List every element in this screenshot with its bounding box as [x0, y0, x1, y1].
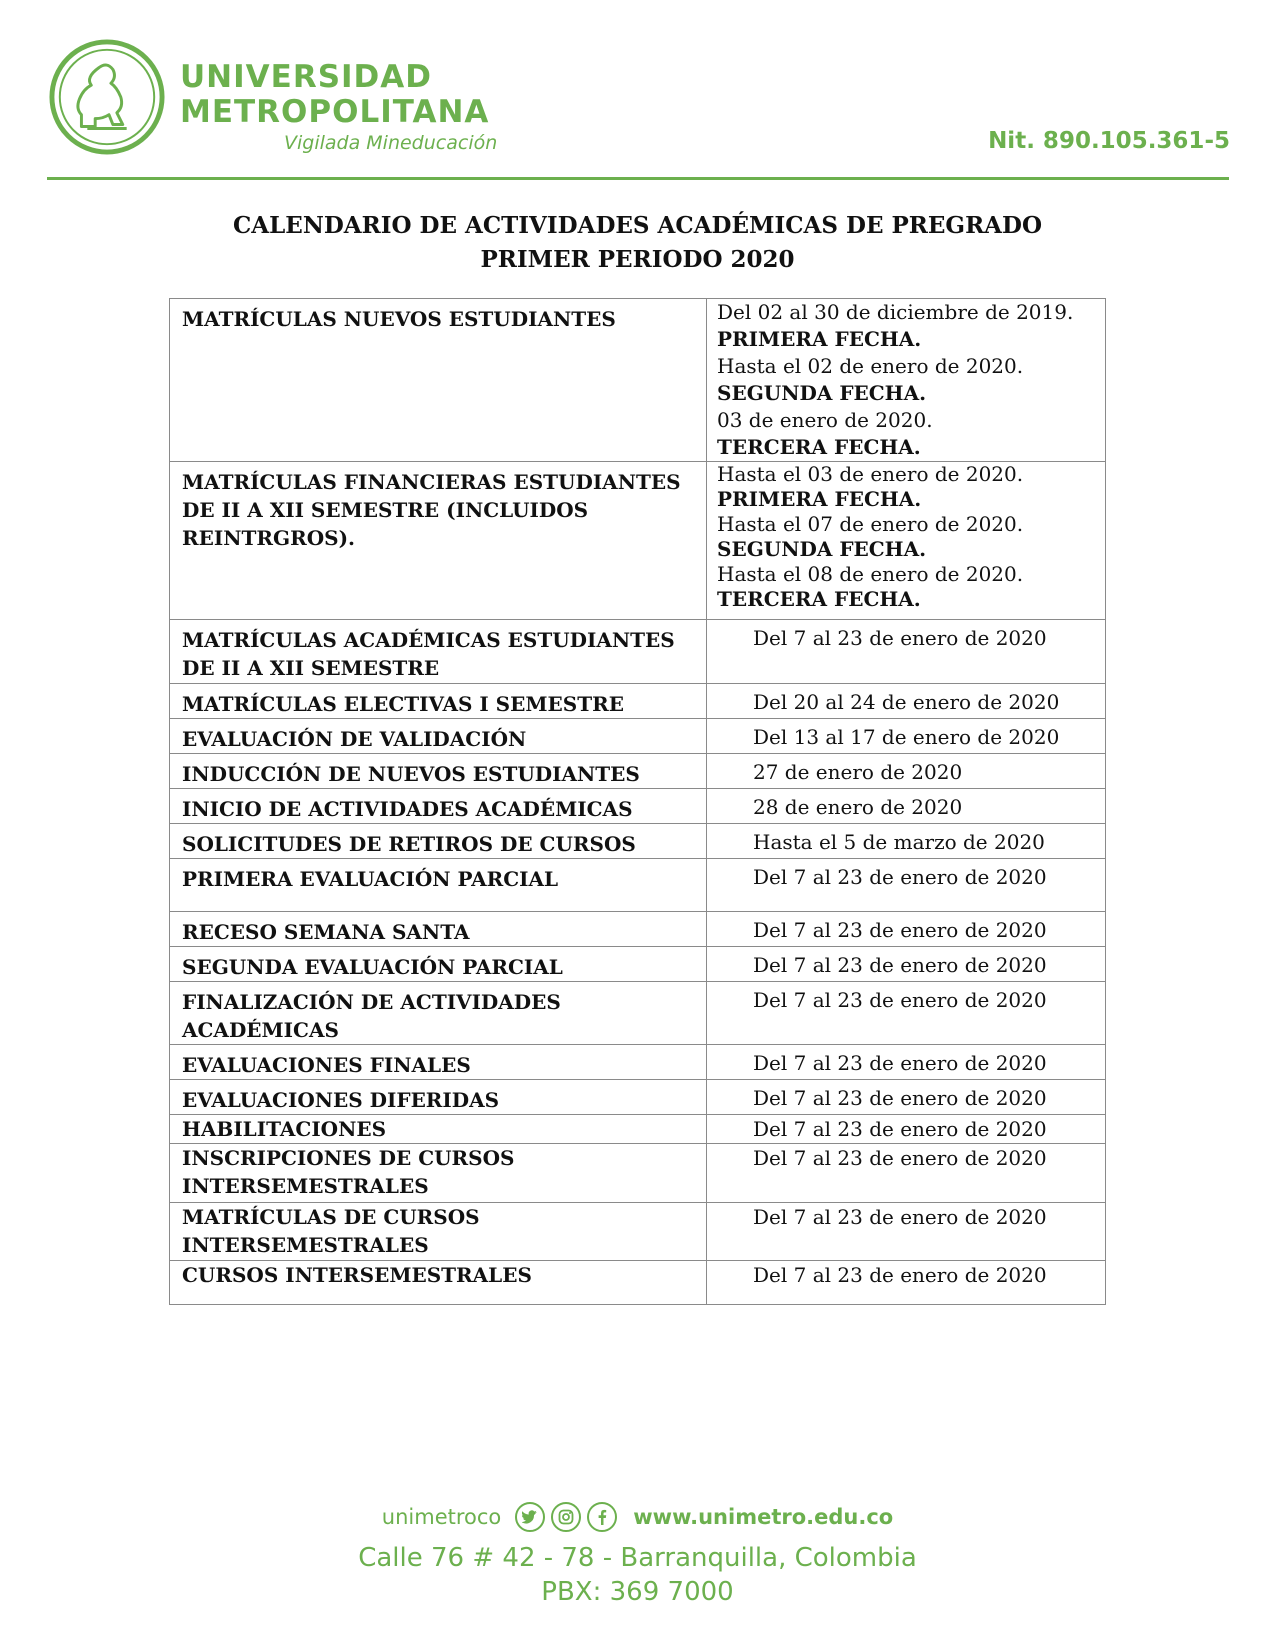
table-row: [170, 620, 1106, 684]
table-row: [170, 1203, 1106, 1261]
table-row: [170, 1144, 1106, 1203]
table-row: [170, 754, 1106, 789]
date-cell: [707, 462, 1106, 620]
activity-cell: SEGUNDA EVALUACIÓN PARCIAL: [170, 947, 707, 982]
date-line: TERCERA FECHA.: [717, 587, 921, 611]
table-row: [170, 1080, 1106, 1115]
date-line: Hasta el 08 de enero de 2020.: [717, 562, 1024, 586]
date-line: TERCERA FECHA.: [717, 435, 921, 459]
instagram-icon[interactable]: [551, 1502, 581, 1532]
table-row: [170, 1261, 1106, 1305]
twitter-icon[interactable]: [515, 1502, 545, 1532]
table-row: [170, 719, 1106, 754]
table-row: [170, 824, 1106, 859]
date-line: Del 02 al 30 de diciembre de 2019.: [717, 300, 1074, 324]
date-cell: Del 7 al 23 de enero de 2020: [707, 1080, 1106, 1115]
date-line: SEGUNDA FECHA.: [717, 381, 927, 405]
date-cell: [707, 299, 1106, 462]
table-row: [170, 947, 1106, 982]
date-cell: Del 20 al 24 de enero de 2020: [707, 684, 1106, 719]
footer-phone: PBX: 369 7000: [541, 1577, 734, 1607]
table-row: [170, 299, 1106, 462]
document-subtitle: PRIMER PERIODO 2020: [480, 246, 795, 273]
date-line: PRIMERA FECHA.: [717, 487, 922, 511]
activity-cell: SOLICITUDES DE RETIROS DE CURSOS: [170, 824, 707, 859]
date-cell: Del 7 al 23 de enero de 2020: [707, 620, 1106, 684]
date-cell: 27 de enero de 2020: [707, 754, 1106, 789]
activity-cell: FINALIZACIÓN DE ACTIVIDADES ACADÉMICAS: [170, 982, 707, 1045]
activity-cell: INICIO DE ACTIVIDADES ACADÉMICAS: [170, 789, 707, 824]
letterhead: [0, 0, 1275, 185]
activity-cell: MATRÍCULAS FINANCIERAS ESTUDIANTES DE II A XII SEMESTRE (INCLUIDOS REINTRGROS).: [170, 462, 707, 620]
brand-line-1: UNIVERSIDAD: [180, 59, 433, 95]
date-cell: Del 7 al 23 de enero de 2020: [707, 859, 1106, 912]
document-title: CALENDARIO DE ACTIVIDADES ACADÉMICAS DE PREGRADO: [232, 212, 1043, 239]
table-row: [170, 982, 1106, 1045]
date-cell: Del 7 al 23 de enero de 2020: [707, 1203, 1106, 1261]
activity-cell: MATRÍCULAS DE CURSOS INTERSEMESTRALES: [170, 1203, 707, 1261]
calendar-table: [169, 298, 1106, 1305]
date-cell: Del 13 al 17 de enero de 2020: [707, 719, 1106, 754]
footer-address: Calle 76 # 42 - 78 - Barranquilla, Colombia: [358, 1543, 917, 1573]
activity-cell: MATRÍCULAS ELECTIVAS I SEMESTRE: [170, 684, 707, 719]
date-line: SEGUNDA FECHA.: [717, 537, 927, 561]
table-row: [170, 1115, 1106, 1144]
date-cell: Del 7 al 23 de enero de 2020: [707, 1115, 1106, 1144]
table-row: [170, 789, 1106, 824]
activity-cell: PRIMERA EVALUACIÓN PARCIAL: [170, 859, 707, 912]
date-cell: Hasta el 5 de marzo de 2020: [707, 824, 1106, 859]
table-row: [170, 462, 1106, 620]
table-row: [170, 1045, 1106, 1080]
table-row: [170, 684, 1106, 719]
brand-line-2: METROPOLITANA: [180, 94, 490, 130]
brand-tagline: Vigilada Mineducación: [284, 132, 498, 154]
activity-cell: EVALUACIÓN DE VALIDACIÓN: [170, 719, 707, 754]
nit-number: Nit. 890.105.361-5: [988, 128, 1230, 154]
activity-cell: EVALUACIONES FINALES: [170, 1045, 707, 1080]
facebook-icon[interactable]: [587, 1502, 617, 1532]
activity-cell: EVALUACIONES DIFERIDAS: [170, 1080, 707, 1115]
date-cell: Del 7 al 23 de enero de 2020: [707, 947, 1106, 982]
table-row: [170, 859, 1106, 912]
date-cell: 28 de enero de 2020: [707, 789, 1106, 824]
activity-cell: MATRÍCULAS NUEVOS ESTUDIANTES: [170, 299, 707, 462]
activity-cell: CURSOS INTERSEMESTRALES: [170, 1261, 707, 1305]
date-line: Hasta el 02 de enero de 2020.: [717, 354, 1024, 378]
table-row: [170, 912, 1106, 947]
date-cell: Del 7 al 23 de enero de 2020: [707, 1261, 1106, 1305]
header-divider: [47, 177, 1229, 180]
date-line: Hasta el 07 de enero de 2020.: [717, 512, 1024, 536]
date-line: 03 de enero de 2020.: [717, 408, 933, 432]
university-logo: [48, 38, 166, 156]
date-cell: Del 7 al 23 de enero de 2020: [707, 1045, 1106, 1080]
social-handle: unimetroco: [381, 1505, 502, 1529]
activity-cell: HABILITACIONES: [170, 1115, 707, 1144]
activity-cell: RECESO SEMANA SANTA: [170, 912, 707, 947]
brand-name: [180, 60, 497, 154]
activity-cell: MATRÍCULAS ACADÉMICAS ESTUDIANTES DE II A XII SEMESTRE: [170, 620, 707, 684]
activity-cell: INDUCCIÓN DE NUEVOS ESTUDIANTES: [170, 754, 707, 789]
date-line: Hasta el 03 de enero de 2020.: [717, 462, 1024, 486]
website-link[interactable]: www.unimetro.edu.co: [633, 1505, 894, 1529]
date-cell: Del 7 al 23 de enero de 2020: [707, 982, 1106, 1045]
date-line: PRIMERA FECHA.: [717, 327, 922, 351]
activity-cell: INSCRIPCIONES DE CURSOS INTERSEMESTRALES: [170, 1144, 707, 1203]
date-cell: Del 7 al 23 de enero de 2020: [707, 1144, 1106, 1203]
footer-social: [0, 1502, 1275, 1532]
date-cell: Del 7 al 23 de enero de 2020: [707, 912, 1106, 947]
